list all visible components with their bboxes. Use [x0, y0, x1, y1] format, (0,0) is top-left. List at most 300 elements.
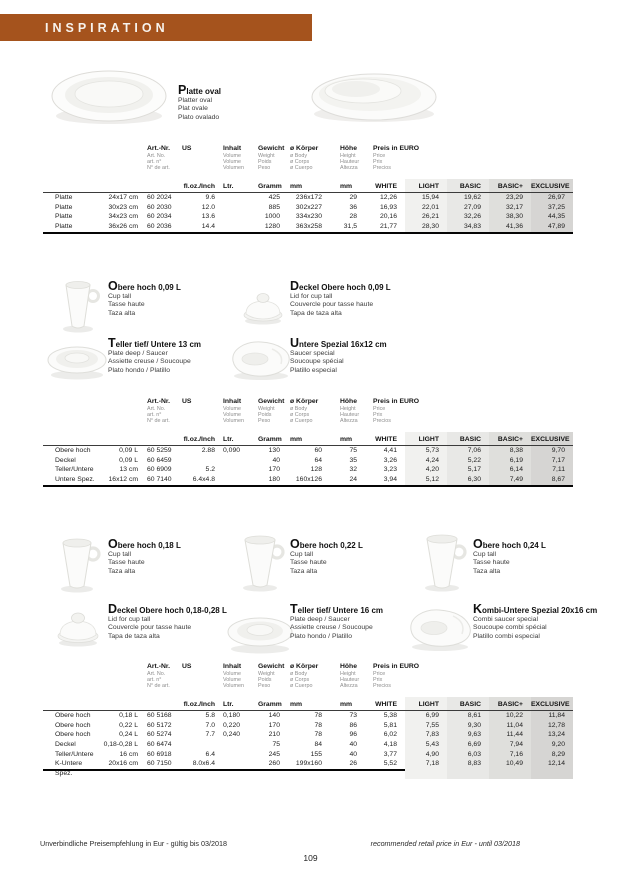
price-column-label: BASIC+ [489, 697, 531, 710]
cell-size: 0,18-0,28 L [103, 741, 138, 749]
column-header-line: Art.-Nr. [147, 398, 171, 405]
cell-ltr [215, 456, 258, 466]
cell-weight: 140 [268, 712, 280, 719]
price-column-label: BASIC+ [489, 432, 531, 445]
product-subtitle: Couvercle pour tasse haute [290, 301, 374, 309]
cell-weight: 245 [268, 750, 280, 758]
column-header-line: Height [340, 153, 356, 159]
product-card-kombi20 [473, 604, 597, 641]
product-title: Untere Spezial 16x12 cm [290, 336, 387, 350]
cell-us [182, 740, 215, 750]
column-header-line: ø Corps [290, 677, 310, 684]
column-header-line: US [182, 663, 192, 670]
cell-product: Obere hoch [55, 447, 91, 454]
unit-mm-height: mm [340, 183, 353, 190]
column-header-line: Poids [258, 412, 272, 419]
cell-price: 3,23 [383, 466, 397, 474]
cell-price: 8,67 [531, 475, 573, 485]
cell-price: 32,17 [489, 203, 531, 213]
column-header-line: Art. No. [147, 153, 166, 159]
product-card-obere009 [108, 281, 181, 318]
table-row [43, 203, 573, 213]
table-row [43, 711, 573, 721]
cell-size: 16 cm [119, 750, 138, 758]
cell-ltr [215, 465, 258, 475]
cell-price: 6,03 [447, 750, 489, 760]
unit-mm-height: mm [340, 436, 353, 443]
cell-product: Teller/Untere [55, 750, 94, 758]
product-subtitle: Saucer special [290, 350, 335, 357]
column-header-gewicht [258, 145, 284, 172]
price-table-obere-009 [43, 398, 573, 487]
cell-price: 4,90 [405, 750, 447, 760]
column-header-line: US [182, 145, 192, 152]
column-header-line: ø Cuerpo [290, 418, 313, 425]
column-header-line: Hauteur [340, 677, 360, 684]
cell-art-nr: 60 6459 [147, 456, 172, 464]
cell-product: Obere hoch [55, 712, 91, 719]
column-header-line: Höhe [340, 398, 357, 405]
column-header-line: Hauteur [340, 159, 360, 166]
cell-height: 40 [349, 750, 357, 758]
product-subtitle: Soucoupe combi spécial [473, 624, 547, 632]
cell-weight: 40 [272, 456, 280, 464]
cell-body-diameter: 199x160 [295, 760, 322, 768]
product-card-obere024 [473, 539, 546, 576]
column-header-line: Art. No. [147, 406, 166, 412]
column-header-hoehe [340, 398, 359, 425]
cell-art-nr: 60 7140 [147, 476, 172, 484]
cell-ltr: 0,180 [223, 712, 241, 719]
product-subtitle: Cup tall [290, 551, 314, 558]
column-header-line: ø Cuerpo [290, 683, 313, 690]
cup-tall-024-image [418, 533, 470, 593]
unit-mm-height: mm [340, 701, 353, 708]
product-subtitle: Lid for cup tall [108, 616, 151, 623]
lid-018-028-image [54, 606, 102, 648]
cell-price: 9,70 [531, 446, 573, 456]
cell-price: 7,06 [447, 446, 489, 456]
unit-mm-body: mm [290, 183, 303, 190]
column-header-line: Precios [373, 165, 391, 172]
unit-ltr: Ltr. [223, 183, 234, 190]
table-row [43, 222, 573, 232]
table-header [43, 398, 573, 432]
product-subtitle: Plate deep / Saucer [290, 616, 350, 623]
cell-price: 5,22 [447, 456, 489, 466]
cell-product: Deckel [55, 456, 76, 464]
cell-art-nr: 60 5274 [147, 731, 172, 739]
column-header-line: Precios [373, 418, 391, 425]
product-subtitle: Taza alta [108, 309, 136, 317]
column-header-line: Height [340, 671, 356, 677]
unit-mm-body: mm [290, 701, 303, 708]
product-subtitle: Tasse haute [473, 559, 510, 567]
column-header-line: Art.-Nr. [147, 145, 171, 152]
cell-height: 24 [349, 476, 357, 484]
column-header-line: art. n° [147, 412, 162, 419]
cell-body-diameter: 334x230 [295, 213, 322, 221]
cell-price: 26,97 [531, 193, 573, 203]
column-header-line: ø Körper [290, 663, 319, 670]
cell-art-nr: 60 6918 [147, 750, 172, 758]
product-subtitle: Assiette creuse / Soucoupe [108, 358, 191, 366]
cell-price: 7,18 [405, 759, 447, 778]
column-header-hoehe [340, 145, 359, 172]
cell-size: 13 cm [119, 466, 138, 474]
cell-price: 44,35 [531, 212, 573, 222]
cell-size: 20x16 cm [108, 760, 138, 768]
column-header-line: Hauteur [340, 412, 360, 419]
product-title: Kombi-Untere Spezial 20x16 cm [473, 602, 598, 616]
column-header-line: Altezza [340, 418, 358, 425]
price-table-platte [43, 145, 573, 234]
column-header-line: Inhalt [223, 145, 242, 152]
product-card-obere018 [108, 539, 181, 576]
cell-price: 5,12 [405, 475, 447, 485]
cell-size: 24x17 cm [108, 194, 138, 201]
column-header-line: Prix [373, 412, 383, 419]
cell-price: 23,29 [489, 193, 531, 203]
cell-price: 5,43 [405, 740, 447, 750]
table-cell [138, 179, 182, 192]
cell-product: Platte [55, 213, 73, 221]
combi-saucer-20x16-image [406, 602, 474, 654]
column-header-hoehe [340, 663, 359, 690]
column-header-gewicht [258, 398, 284, 425]
column-header-line: Art.-Nr. [147, 663, 171, 670]
product-subtitle: Cup tall [108, 551, 132, 558]
column-header-preis [373, 145, 419, 172]
price-column-label: BASIC [447, 697, 489, 710]
column-header-line: Volume [223, 153, 241, 159]
column-header-line: Price [373, 671, 386, 677]
cell-price: 5,38 [383, 712, 397, 719]
cell-price: 7,17 [531, 456, 573, 466]
price-column-label: EXCLUSIVE [531, 432, 573, 445]
column-header-line: ø Körper [290, 145, 319, 152]
product-subtitle: Combi saucer special [473, 616, 538, 623]
cell-weight: 425 [268, 194, 280, 201]
cell-body-diameter: 236x172 [295, 194, 322, 201]
cell-art-nr: 60 5172 [147, 721, 172, 729]
product-subtitle: Plato hondo / Platillo [290, 632, 352, 640]
table-row [43, 193, 573, 203]
cell-price: 19,62 [447, 193, 489, 203]
cell-price: 7,83 [405, 730, 447, 740]
column-header-art [147, 663, 170, 690]
cell-us: 2.88 [201, 447, 215, 454]
column-header-line: Art. No. [147, 671, 166, 677]
column-header-line: Volume [223, 671, 241, 677]
table-row [43, 212, 573, 222]
cell-price: 32,26 [447, 212, 489, 222]
price-column-label: BASIC [447, 179, 489, 192]
cell-ltr: 0,090 [223, 447, 241, 454]
column-header-line: Price [373, 153, 386, 159]
table-header [43, 145, 573, 179]
cell-weight: 1280 [264, 223, 280, 231]
product-title: Obere hoch 0,18 L [108, 537, 181, 551]
cell-price: 11,44 [489, 730, 531, 740]
product-subtitle: Plate deep / Saucer [108, 350, 168, 357]
unit-gramm: Gramm [258, 183, 282, 190]
cell-price: 5,52 [383, 760, 397, 768]
column-header-line: Peso [258, 683, 271, 690]
cell-height: 36 [349, 203, 357, 211]
cell-price: 7,55 [405, 721, 447, 731]
cell-weight: 75 [272, 741, 280, 749]
table-cell [95, 432, 138, 445]
cell-price: 4,20 [405, 465, 447, 475]
column-header-line: Precios [373, 683, 391, 690]
table-cell [95, 697, 138, 710]
platter-stack-image [306, 60, 450, 130]
cell-price: 11,04 [489, 721, 531, 731]
column-header-line: Peso [258, 165, 271, 172]
cell-body-diameter: 363x258 [295, 223, 322, 231]
cell-art-nr: 60 5168 [147, 712, 172, 719]
column-header-gewicht [258, 663, 284, 690]
cell-weight: 180 [268, 476, 280, 484]
product-subtitle: Cup tall [473, 551, 497, 558]
cell-art-nr: 60 6909 [147, 466, 172, 474]
price-column-label: EXCLUSIVE [531, 697, 573, 710]
cell-size: 30x23 cm [108, 203, 138, 211]
product-card-untere16 [290, 338, 387, 375]
column-header-line: Poids [258, 159, 272, 166]
cell-size: 0,09 L [119, 447, 138, 454]
inspiration-banner [0, 14, 312, 41]
cell-price: 16,93 [379, 203, 397, 211]
cell-price: 4,18 [383, 741, 397, 749]
column-header-line: Volume [223, 406, 241, 412]
cell-price: 8,61 [447, 711, 489, 721]
table-header [43, 663, 573, 697]
cell-size: 34x23 cm [108, 213, 138, 221]
cell-ltr [215, 212, 258, 222]
table-row [43, 759, 573, 778]
cell-us: 12.0 [201, 203, 215, 211]
cell-product: Deckel [55, 741, 76, 749]
lid-009-image [240, 286, 286, 326]
cell-art-nr: 60 7150 [147, 760, 172, 768]
cell-body-diameter: 155 [310, 750, 322, 758]
column-header-line: ø Cuerpo [290, 165, 313, 172]
table-row [43, 446, 573, 456]
cell-us: 5.2 [205, 466, 215, 474]
column-header-line: Volume [223, 677, 241, 684]
cell-ltr [215, 740, 258, 750]
cell-body-diameter: 78 [314, 731, 322, 739]
product-card-platte [178, 85, 221, 122]
cell-weight: 210 [268, 731, 280, 739]
table-cell [43, 697, 95, 710]
cell-us: 6.4 [205, 750, 215, 758]
column-header-line: Volumen [223, 418, 244, 425]
cell-size: 0,09 L [119, 456, 138, 464]
column-header-line: ø Körper [290, 398, 319, 405]
column-header-line: N° de art. [147, 418, 170, 425]
column-header-line: Preis in EURO [373, 398, 420, 405]
column-header-line: Gewicht [258, 145, 285, 152]
cell-price: 7,11 [531, 465, 573, 475]
cell-us: 9.6 [205, 194, 215, 201]
cell-height: 40 [349, 741, 357, 749]
cell-size: 0,18 L [119, 712, 138, 719]
column-header-preis [373, 398, 419, 425]
column-header-preis [373, 663, 419, 690]
units-row [43, 179, 573, 193]
product-title: Obere hoch 0,22 L [290, 537, 363, 551]
cell-body-diameter: 60 [314, 447, 322, 454]
column-header-line: Gewicht [258, 398, 285, 405]
column-header-koerper [290, 145, 318, 172]
cell-weight: 170 [268, 466, 280, 474]
column-header-art [147, 398, 170, 425]
column-header-line: Weight [258, 671, 275, 677]
cell-ltr: 0,240 [223, 731, 241, 739]
cell-us: 7.0 [205, 721, 215, 729]
cell-price: 26,21 [405, 212, 447, 222]
cell-us: 14.4 [201, 223, 215, 231]
cell-price: 41,36 [489, 222, 531, 232]
cell-height: 32 [349, 466, 357, 474]
cell-us: 7.7 [205, 731, 215, 739]
cell-price: 6,14 [489, 465, 531, 475]
cell-us: 5.8 [205, 712, 215, 719]
column-header-line: N° de art. [147, 683, 170, 690]
cell-product: Obere hoch [55, 721, 91, 729]
cell-price: 28,30 [405, 222, 447, 232]
cell-weight: 885 [268, 203, 280, 211]
column-header-line: ø Body [290, 406, 308, 412]
cell-price: 21,77 [379, 223, 397, 231]
cell-price: 5,81 [383, 721, 397, 729]
units-row [43, 697, 573, 711]
product-card-teller13 [108, 338, 201, 375]
cell-height: 29 [349, 194, 357, 201]
column-header-line: art. n° [147, 159, 162, 166]
cell-ltr [215, 759, 258, 778]
cell-price: 5,73 [405, 446, 447, 456]
table-row [43, 750, 573, 760]
cell-body-diameter: 78 [314, 721, 322, 729]
cell-height: 26 [349, 760, 357, 768]
column-header-line: Preis in EURO [373, 663, 420, 670]
table-cell [138, 697, 182, 710]
cell-body-diameter: 128 [310, 466, 322, 474]
cell-product: Obere hoch [55, 731, 91, 739]
price-column-label: LIGHT [405, 697, 447, 710]
column-header-koerper [290, 398, 318, 425]
unit-ltr: Ltr. [223, 436, 234, 443]
cell-us: 8.0x6.4 [192, 760, 215, 768]
cell-price: 38,30 [489, 212, 531, 222]
cell-price: 47,89 [531, 222, 573, 232]
product-card-deckel018 [108, 604, 227, 641]
cell-art-nr: 60 6474 [147, 741, 172, 749]
page-number: 109 [303, 853, 318, 863]
cell-price: 6,69 [447, 740, 489, 750]
cell-ltr [215, 222, 258, 232]
cell-price: 7,16 [489, 750, 531, 760]
product-card-teller16 [290, 604, 383, 641]
product-card-obere022 [290, 539, 363, 576]
unit-ltr: Ltr. [223, 701, 234, 708]
column-header-line: Altezza [340, 683, 358, 690]
cell-price: 6,99 [405, 711, 447, 721]
cell-price: 9,20 [531, 740, 573, 750]
footer-note-de: Unverbindliche Preisempfehlung in Eur - gültig bis 03/2018 [40, 839, 227, 848]
cell-product: Platte [55, 223, 73, 231]
cell-ltr [215, 193, 258, 203]
price-column-label: EXCLUSIVE [531, 179, 573, 192]
cell-price: 12,78 [531, 721, 573, 731]
column-header-line: Höhe [340, 663, 357, 670]
cell-price: 34,83 [447, 222, 489, 232]
footer-note-en: recommended retail price in Eur - until 03/2018 [370, 839, 520, 848]
cell-art-nr: 60 2036 [147, 223, 172, 231]
product-subtitle: Tasse haute [290, 559, 327, 567]
column-header-line: ø Body [290, 153, 308, 159]
cell-price: 7,49 [489, 475, 531, 485]
cell-height: 75 [349, 447, 357, 454]
unit-us: fl.oz./Inch [183, 436, 215, 443]
banner-label: INSPIRATION [45, 20, 169, 35]
column-header-line: Weight [258, 153, 275, 159]
column-header-us [182, 145, 191, 153]
product-title: Platte oval [178, 83, 222, 97]
product-subtitle: Lid for cup tall [290, 293, 333, 300]
column-header-inhalt [223, 145, 244, 172]
cell-price: 10,49 [489, 759, 531, 778]
cell-price: 9,63 [447, 730, 489, 740]
table-row [43, 740, 573, 750]
product-subtitle: Plato ovalado [178, 113, 220, 121]
cell-price: 12,14 [531, 759, 573, 778]
price-column-label: WHITE [375, 436, 397, 443]
price-column-label: BASIC [447, 432, 489, 445]
column-header-line: Volume [223, 159, 241, 166]
cell-price: 11,84 [531, 711, 573, 721]
cell-size: 0,24 L [119, 731, 138, 739]
cell-body-diameter: 160x126 [295, 476, 322, 484]
column-header-line: Peso [258, 418, 271, 425]
product-subtitle: Platter oval [178, 97, 213, 104]
cell-art-nr: 60 2034 [147, 213, 172, 221]
cup-tall-022-image [236, 533, 288, 593]
column-header-line: US [182, 398, 192, 405]
price-column-label: LIGHT [405, 179, 447, 192]
product-title: Deckel Obere hoch 0,18-0,28 L [108, 602, 227, 616]
cell-ltr [215, 203, 258, 213]
product-title: Teller tief/ Untere 13 cm [108, 336, 202, 350]
cell-product: K-Untere Spez. [55, 760, 83, 778]
unit-gramm: Gramm [258, 701, 282, 708]
cell-body-diameter: 64 [314, 456, 322, 464]
cell-price: 3,94 [383, 476, 397, 484]
product-subtitle: Assiette creuse / Soucoupe [290, 624, 373, 632]
product-title: Deckel Obere hoch 0,09 L [290, 279, 391, 293]
column-header-line: Height [340, 406, 356, 412]
table-row [43, 456, 573, 466]
cell-art-nr: 60 2030 [147, 203, 172, 211]
cell-price: 8,83 [447, 759, 489, 778]
cell-size: 36x26 cm [108, 223, 138, 231]
product-subtitle: Taza alta [290, 567, 318, 575]
table-body [43, 711, 573, 778]
